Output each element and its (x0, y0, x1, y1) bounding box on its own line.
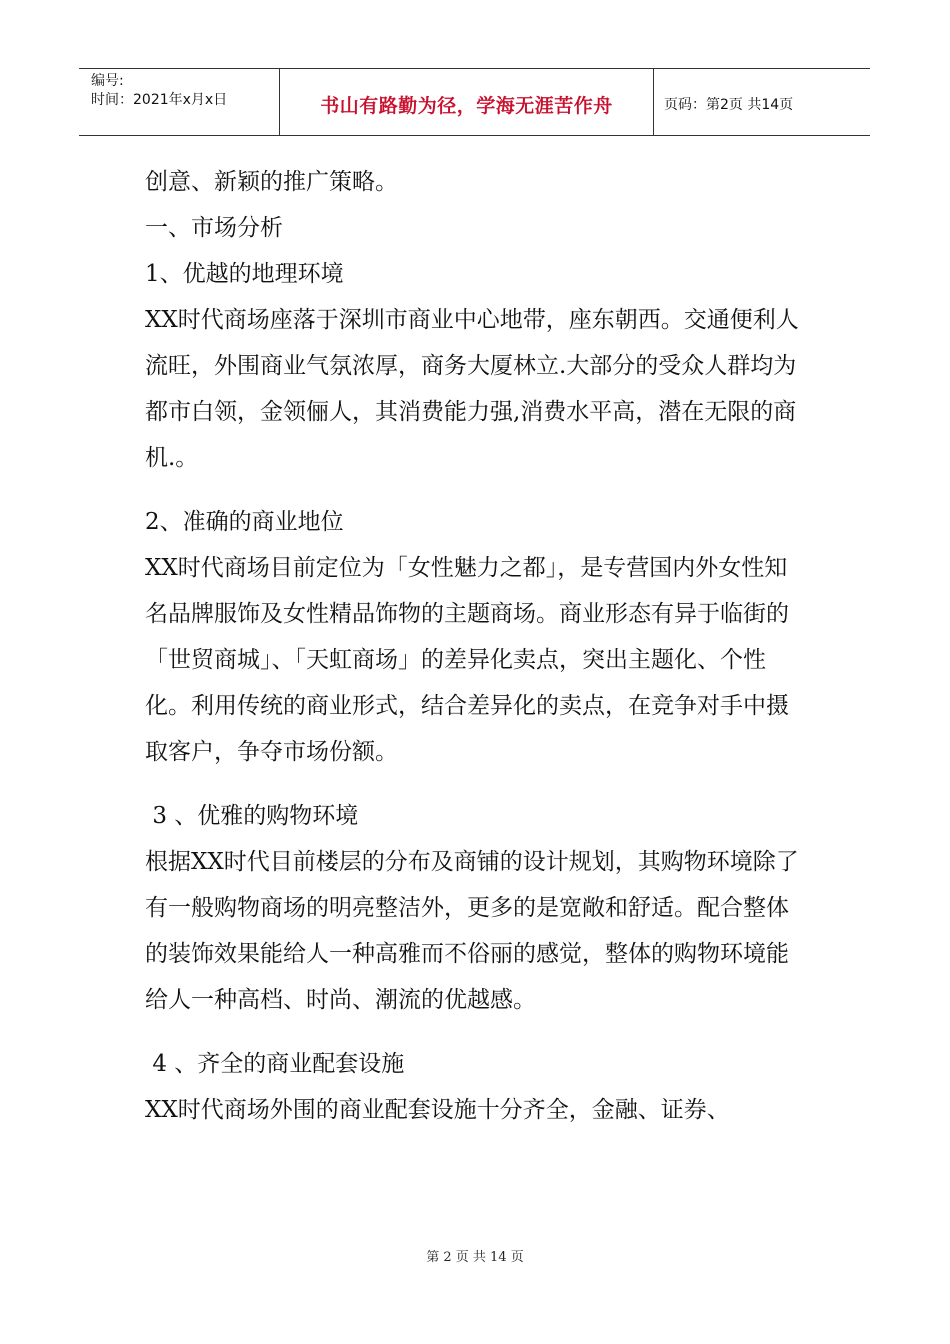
body-paragraph-positioning: XX时代商场目前定位为「女性魅力之都」，是专营国内外女性知名品牌服饰及女性精品饰物的主题商场。商业形态有异于临街的「世贸商城」、「天虹商场」的差异化卖点，突出主题化、个性化。利用传统的商业形式，结合差异化的卖点，在竞争对手中摄取客户，争夺市场份额。 (145, 555, 789, 765)
body-paragraph-shopping-environment: 根据XX时代目前楼层的分布及商铺的设计规划，其购物环境除了有一般购物商场的明亮整洁外，更多的是宽敞和舒适。配合整体的装饰效果能给人一种高雅而不俗丽的感觉，整体的购物环境能给人一种高档、时尚、潮流的优越感。 (145, 849, 799, 1013)
section-heading-market-analysis: 一、市场分析 (145, 215, 283, 241)
document-time-label: 时间：2021年x月x日 (91, 92, 228, 108)
body-paragraph-intro: 创意、新颖的推广策略。 (145, 169, 398, 195)
subheading-shopping-environment: 3 、优雅的购物环境 (145, 803, 359, 829)
page-header (79, 68, 870, 136)
document-number-label: 编号: (91, 73, 124, 89)
subheading-positioning: 2、准确的商业地位 (145, 509, 344, 535)
body-paragraph-geography: XX时代商场座落于深圳市商业中心地带，座东朝西。交通便利人流旺，外围商业气氛浓厚，商务大厦林立.大部分的受众人群均为都市白领，金领俪人，其消费能力强,消费水平高，潜在无限的商机.。 (145, 307, 799, 471)
document-body (145, 159, 805, 1133)
header-slogan: 书山有路勤为径，学海无涯苦作舟 (320, 95, 613, 117)
body-paragraph-facilities: XX时代商场外围的商业配套设施十分齐全，金融、证券、 (145, 1097, 730, 1123)
subheading-facilities: 4 、齐全的商业配套设施 (145, 1051, 405, 1077)
header-meta (79, 69, 279, 135)
header-page-code: 页码：第2页 共14页 (664, 97, 794, 113)
header-slogan-cell (279, 69, 654, 135)
page-footer: 第 2 页 共 14 页 (426, 1250, 524, 1265)
subheading-geography: 1、优越的地理环境 (145, 261, 344, 287)
